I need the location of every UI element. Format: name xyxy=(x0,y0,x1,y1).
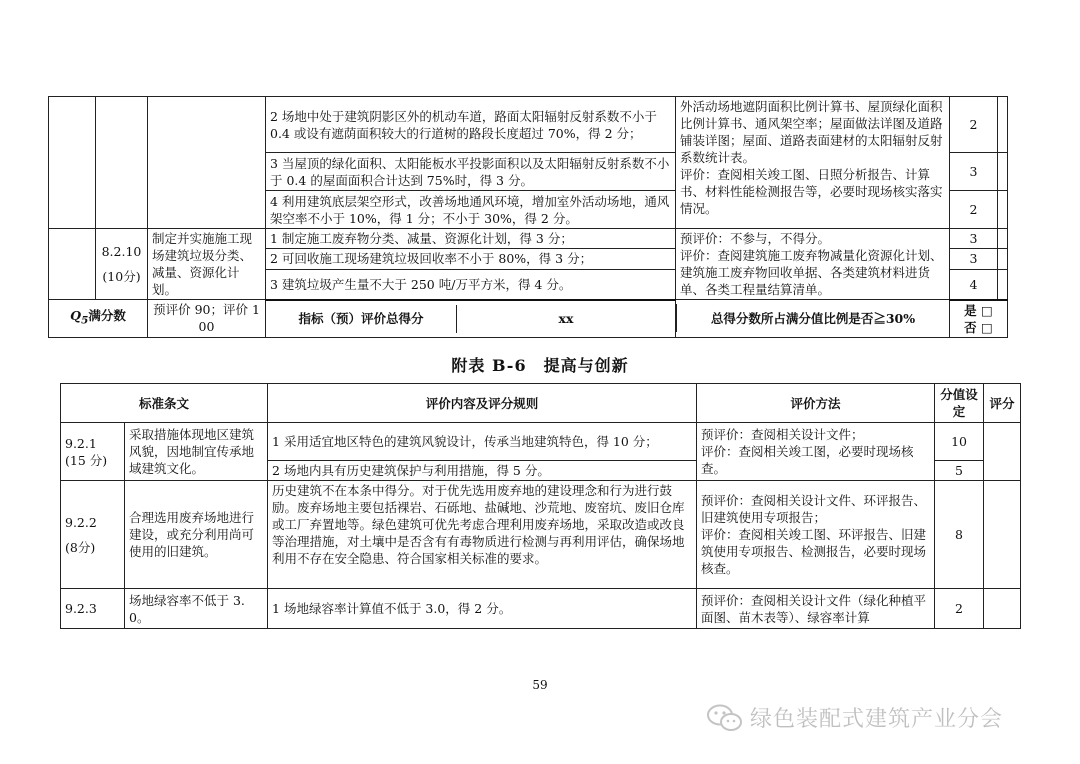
rule-cell: 2 场地内具有历史建筑保护与利用措施，得 5 分。 xyxy=(268,461,697,481)
score-cell: 3 xyxy=(950,249,998,269)
header-score: 评分 xyxy=(984,384,1021,423)
value-cell: 8 xyxy=(935,481,984,589)
method-cell: 预评价：查阅相关设计文件（绿化种植平面图、苗木表等）、绿容率计算 xyxy=(697,589,935,629)
method-cell: 预评价：不参与，不得分。 评价：查阅建筑施工废弃物减量化资源化计划、建筑施工废弃物回收单据、各类建筑材料进货单、各类工程量结算清单。 xyxy=(676,229,950,300)
rule-cell: 2 场地中处于建筑阴影区外的机动车道，路面太阳辐射反射系数不小于 0.4 或设有遮荫面积较大的行道树的路段长度超过 70%，得 2 分； xyxy=(266,97,676,153)
rule-cell: 1 场地绿容率计算值不低于 3.0，得 2 分。 xyxy=(268,589,697,629)
clause-title: 合理选用废弃场地进行建设，或充分利用尚可使用的旧建筑。 xyxy=(125,481,268,589)
value-cell: 10 xyxy=(935,423,984,461)
rule-cell: 1 制定施工废弃物分类、减量、资源化计划，得 3 分； xyxy=(266,229,676,249)
method-cell: 预评价：查阅相关设计文件； 评价：查阅相关竣工图，必要时现场核查。 xyxy=(697,423,935,481)
header-value: 分值设定 xyxy=(935,384,984,423)
clause-title: 场地绿容率不低于 3.0。 xyxy=(125,589,268,629)
rule-cell: 历史建筑不在本条中得分。对于优先选用废弃地的建设理念和行为进行鼓励。废弃场地主要包括裸岩、石砾地、盐碱地、沙荒地、废窑坑、废旧仓库或工厂弃置地等。绿色建筑可优先考虑合理利用废弃场地，采取改造或改良等治理措施，对土壤中是否含有有毒物质进行检测与再利用评估，确保场地利用不存在安全隐患、符合国家相关标准的要求。 xyxy=(268,481,697,589)
score-cell xyxy=(984,481,1021,589)
method-cell: 外活动场地遮阴面积比例计算书、屋顶绿化面积比例计算书、通风架空率；屋面做法详图及道路铺装详图；屋面、道路表面建材的太阳辐射反射系数统计表。 评价：查阅相关竣工图、日照分析报告、计算书、材料性能检测报告等，必要时现场核实落实情况。 xyxy=(676,97,950,229)
rule-cell: 3 当屋顶的绿化面积、太阳能板水平投影面积以及太阳辐射反射系数不小于 0.4 的屋面面积合计达到 75%时，得 3 分。 xyxy=(266,153,676,191)
table-b6 xyxy=(60,383,1021,629)
rule-cell: 3 建筑垃圾产生量不大于 250 吨/万平方米，得 4 分。 xyxy=(266,269,676,299)
page-number: 59 xyxy=(532,678,548,692)
table-row xyxy=(49,229,1008,249)
watermark-text: 绿色装配式建筑产业分会 xyxy=(750,707,1004,732)
continued-table xyxy=(48,96,1008,338)
method-cell: 预评价：查阅相关设计文件、环评报告、旧建筑使用专项报告； 评价：查阅相关竣工图、环评报告、旧建筑使用专项报告、检测报告，必要时现场核查。 xyxy=(697,481,935,589)
summary-row xyxy=(49,300,1008,338)
clause-title: 制定并实施施工现场建筑垃圾分类、减量、资源化计划。 xyxy=(148,229,266,300)
clause-title: 采取措施体现地区建筑风貌，因地制宜传承地域建筑文化。 xyxy=(125,423,268,481)
clause-code: 9.2.1 (15 分) xyxy=(61,423,125,481)
score-cell: 4 xyxy=(950,269,998,299)
score-cell xyxy=(984,423,1021,481)
ratio-label: 总得分数所占满分值比例是否≧30% xyxy=(676,300,950,338)
pre-eval-score: 预评价 90；评价 100 xyxy=(148,300,266,338)
rule-cell: 4 利用建筑底层架空形式，改善场地通风环境，增加室外活动场地，通风架空率不小于 10%，得 1 分；不小于 30%，得 2 分。 xyxy=(266,191,676,229)
total-score-value: xx xyxy=(558,311,574,326)
score-cell: 2 xyxy=(950,191,998,229)
score-cell: 3 xyxy=(950,153,998,191)
watermark xyxy=(706,702,1003,733)
table-header-row xyxy=(61,384,1021,423)
q5-label: $Q_5$满分数 xyxy=(49,300,148,338)
table-row xyxy=(61,589,1021,629)
header-clause: 标准条文 xyxy=(61,384,268,423)
score-cell xyxy=(984,589,1021,629)
value-cell: 2 xyxy=(935,589,984,629)
rule-cell: 2 可回收施工现场建筑垃圾回收率不小于 80%，得 3 分； xyxy=(266,249,676,269)
clause-code: 8.2.10 (10分) xyxy=(96,229,148,300)
header-content: 评价内容及评分规则 xyxy=(268,384,697,423)
clause-code: 9.2.2 (8分) xyxy=(61,481,125,589)
value-cell: 5 xyxy=(935,461,984,481)
score-cell: 2 xyxy=(950,97,998,153)
rule-cell: 1 采用适宜地区特色的建筑风貌设计，传承当地建筑特色，得 10 分； xyxy=(268,423,697,461)
table-row xyxy=(61,481,1021,589)
table-row xyxy=(61,423,1021,461)
score-cell: 3 xyxy=(950,229,998,249)
total-score-label: 指标（预）评价总得分 xyxy=(266,305,457,333)
table-caption: 附表 B-6 提高与创新 xyxy=(451,356,629,375)
wechat-icon xyxy=(706,703,744,733)
yes-no: 是 □ 否 □ xyxy=(950,300,1008,338)
header-method: 评价方法 xyxy=(697,384,935,423)
clause-code: 9.2.3 xyxy=(61,589,125,629)
table-row xyxy=(49,97,1008,153)
